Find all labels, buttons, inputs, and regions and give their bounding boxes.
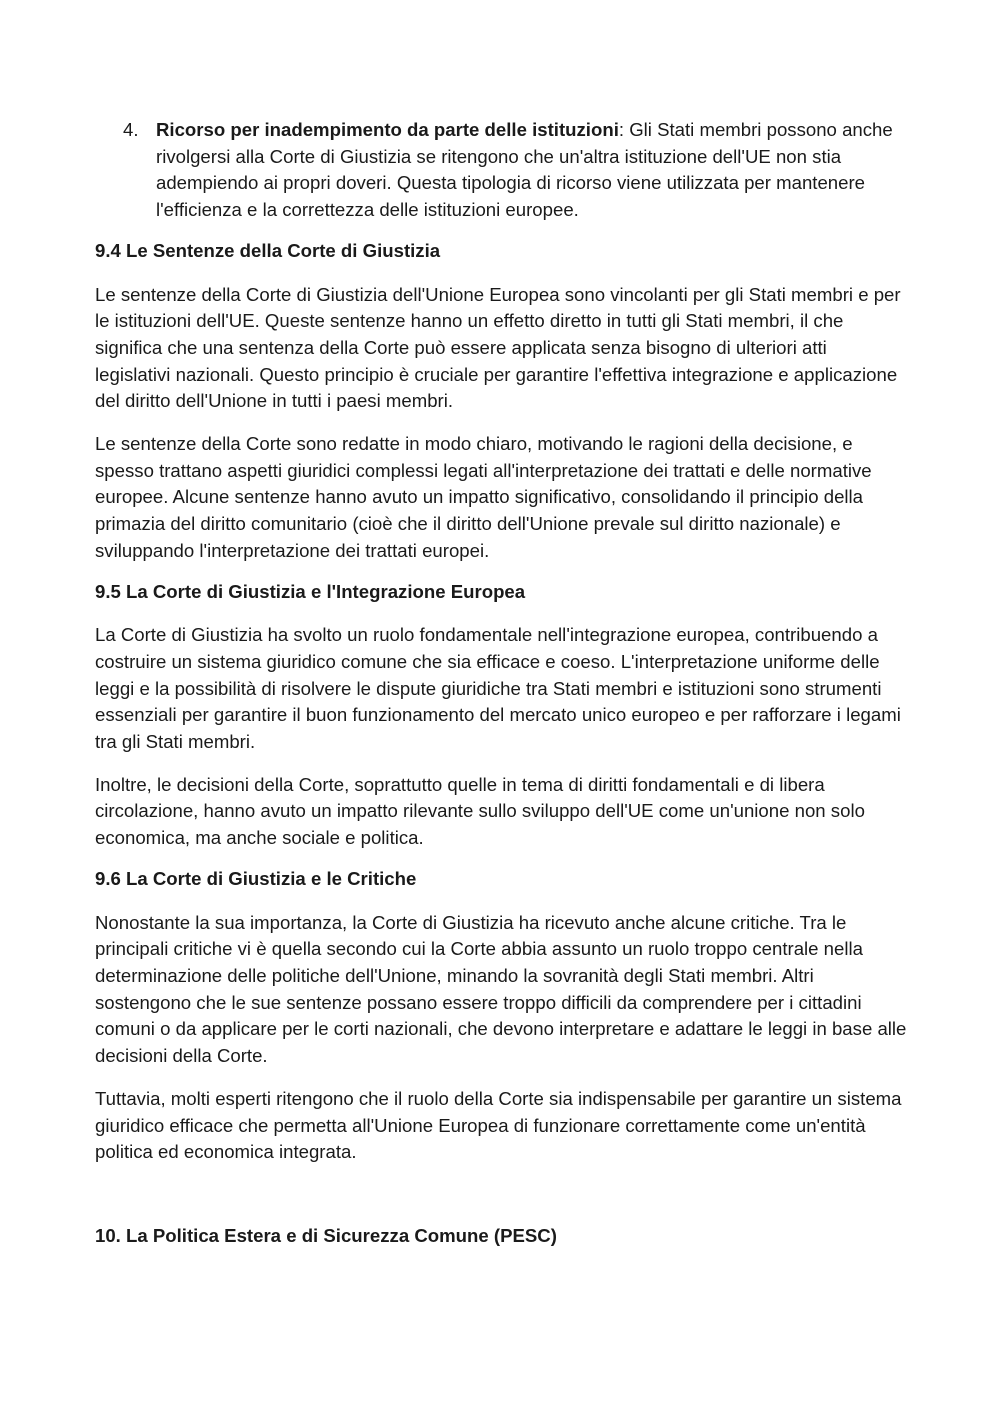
document-page bbox=[95, 117, 907, 1250]
section-heading-9-4: 9.4 Le Sentenze della Corte di Giustizia bbox=[95, 239, 441, 261]
list-text: : Gli Stati membri possono anche rivolgersi alla Corte di Giustizia se ritengono che un'altra istituzione dell'UE non stia adempiendo ai propri doveri. Questa tipologia di ricorso viene utilizzata per mantenere l'efficienza e la correttezza delle istituzioni europee. bbox=[156, 119, 893, 221]
paragraph: Inoltre, le decisioni della Corte, soprattutto quelle in tema di diritti fondamentali e di libera circolazione, hanno avuto un impatto rilevante sullo sviluppo dell'UE come un'unione non solo economica, ma anche sociale e politica. bbox=[95, 773, 865, 849]
list-term: Ricorso per inadempimento da parte delle istituzioni bbox=[156, 119, 619, 140]
list-item-4 bbox=[95, 117, 907, 224]
paragraph: La Corte di Giustizia ha svolto un ruolo fondamentale nell'integrazione europea, contribuendo a costruire un sistema giuridico comune che sia efficace e coeso. L'interpretazione uniforme delle leggi e la possibilità di risolvere le dispute giuridiche tra Stati membri e istituzioni sono strumenti essenziali per garantire il buon funzionamento del mercato unico europeo e per rafforzare i legami tra gli Stati membri. bbox=[95, 624, 901, 753]
paragraph: Nonostante la sua importanza, la Corte di Giustizia ha ricevuto anche alcune critiche. Tra le principali critiche vi è quella secondo cui la Corte abbia assunto un ruolo troppo centrale nella determinazione delle politiche dell'Unione, minando la sovranità degli Stati membri. Altri sostengono che le sue sentenze possano essere troppo difficili da comprendere per i cittadini comuni o da applicare per le corti nazionali, che devono interpretare e adattare le leggi in base alle decisioni della Corte. bbox=[95, 911, 907, 1067]
list-number: 4. bbox=[123, 119, 139, 140]
section-heading-9-5: 9.5 La Corte di Giustizia e l'Integrazione Europea bbox=[95, 580, 526, 602]
paragraph: Le sentenze della Corte di Giustizia dell'Unione Europea sono vincolanti per gli Stati membri e per le istituzioni dell'UE. Queste sentenze hanno un effetto diretto in tutti gli Stati membri, il che significa che una sentenza della Corte può essere applicata senza bisogno di ulteriori atti legislativi nazionali. Questo principio è cruciale per garantire l'effettiva integrazione e applicazione del diritto dell'Unione in tutti i paesi membri. bbox=[95, 283, 901, 412]
section-heading-9-6: 9.6 La Corte di Giustizia e le Critiche bbox=[95, 867, 417, 889]
paragraph: Le sentenze della Corte sono redatte in modo chiaro, motivando le ragioni della decisione, e spesso trattano aspetti giuridici complessi legati all'interpretazione dei trattati e delle normative europee. Alcune sentenze hanno avuto un impatto significativo, consolidando il principio della primazia del diritto comunitario (cioè che il diritto dell'Unione prevale sul diritto nazionale) e sviluppando l'interpretazione dei trattati europei. bbox=[95, 433, 872, 561]
paragraph: Tuttavia, molti esperti ritengono che il ruolo della Corte sia indispensabile per garantire un sistema giuridico efficace che permetta all'Unione Europea di funzionare correttamente come un'entità politica ed economica integrata. bbox=[95, 1087, 902, 1163]
chapter-heading-10: 10. La Politica Estera e di Sicurezza Comune (PESC) bbox=[95, 1224, 557, 1246]
